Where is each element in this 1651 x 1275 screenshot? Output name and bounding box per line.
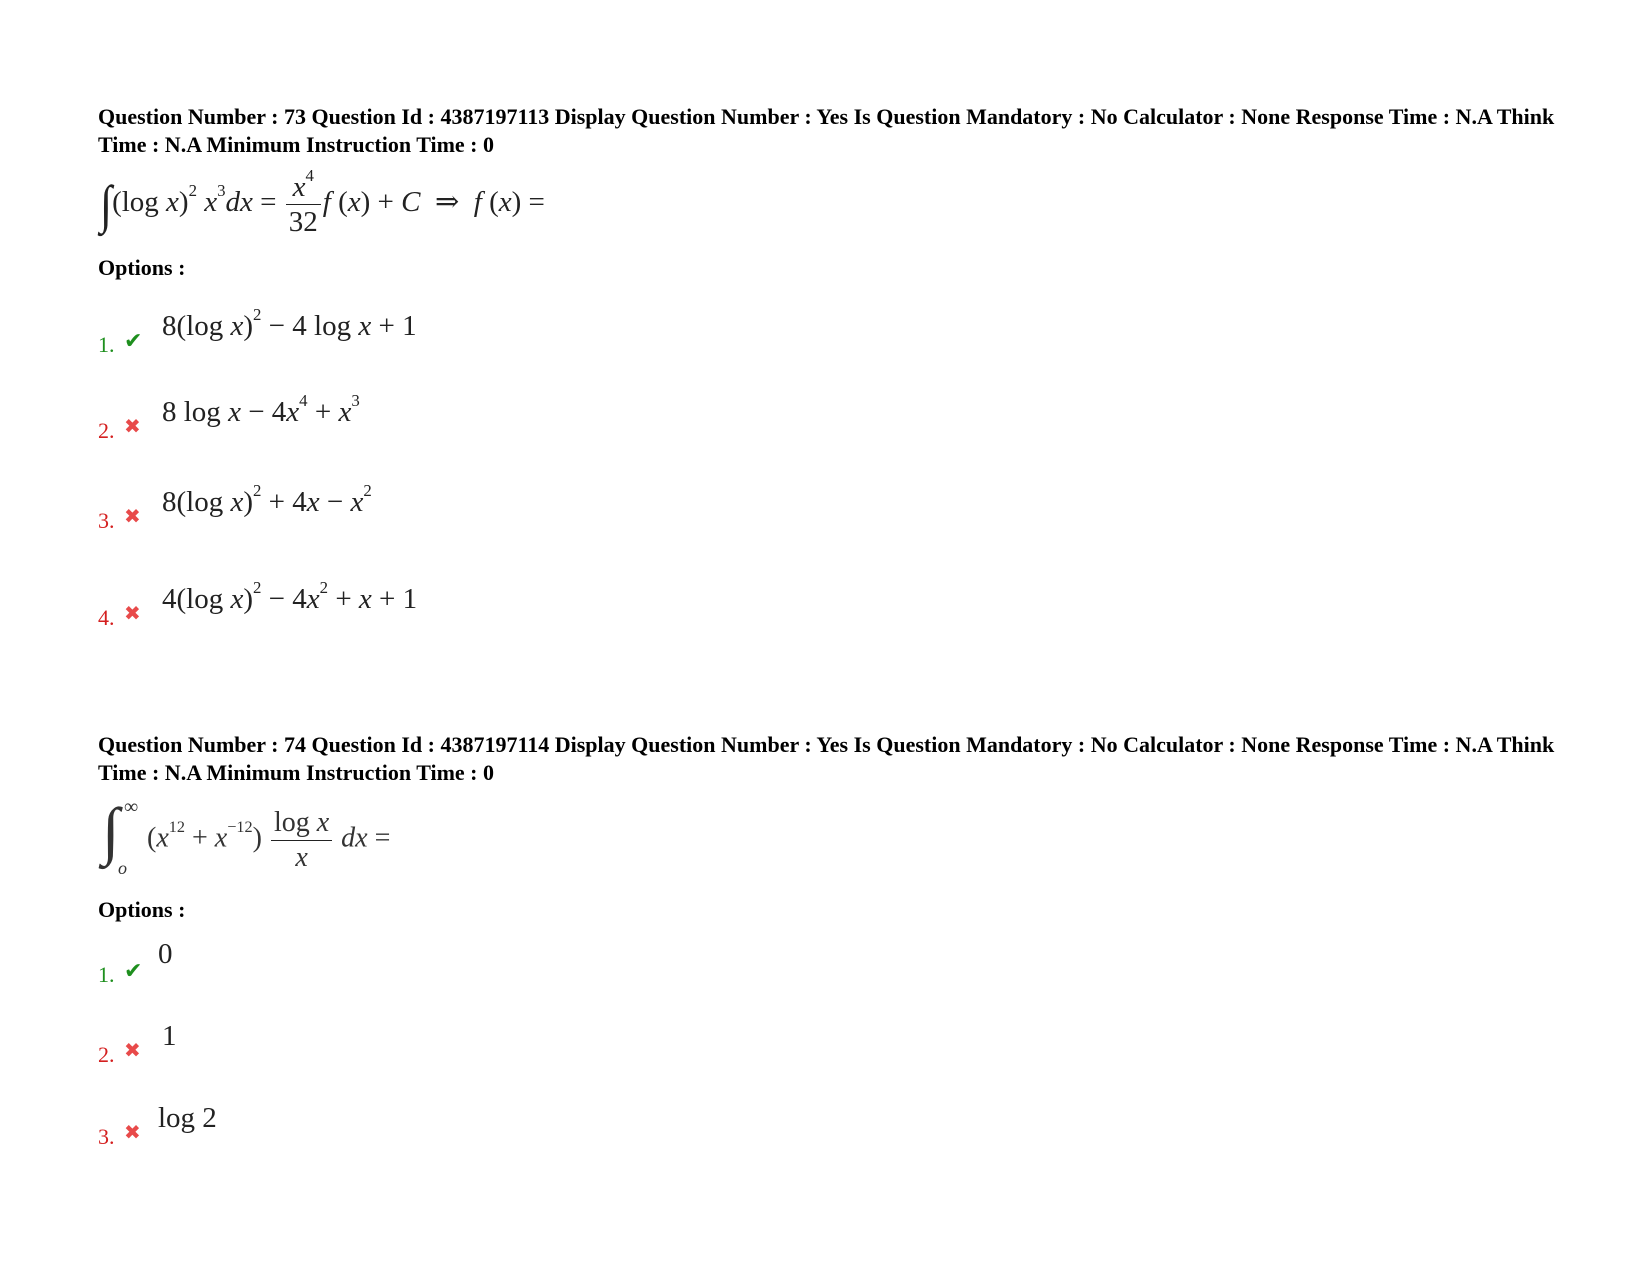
option-value: 8 $\log x - 4x^4 + x^3$ — [162, 390, 360, 428]
option-value: 1 — [162, 1020, 177, 1052]
option-value: log 2 — [158, 1102, 217, 1134]
question-74-formula: ∫ ∞ o $(x^{12} + x^{-12})$ $\frac{\text{log x}}{x}$ dx = — [102, 795, 391, 878]
option-value: 0 — [158, 938, 173, 970]
option-value: 8(log x)$^2$ − 4 log x + 1 — [162, 304, 417, 342]
option-number: 2. — [98, 418, 115, 443]
cross-icon: ✖ — [124, 603, 141, 625]
option-value: 8(log $x)^2 + 4x - x^2$ — [162, 480, 372, 518]
cross-icon: ✖ — [124, 1040, 141, 1062]
fraction: $\frac{\text{log x}}{x}$ — [271, 806, 332, 875]
option-number: 2. — [98, 1042, 115, 1067]
definite-integral: ∫ ∞ o — [102, 795, 139, 878]
options-label: Options : — [98, 897, 186, 922]
question-header: Question Number : 73 Question Id : 4387197113 Display Question Number : Yes Is Question Mandatory : No Calculator : None Response Time : N.A Think Time : N.A Minimum Instruction Time : 0 — [98, 104, 1555, 157]
fraction: $\frac{x^4}{32}$ — [286, 170, 321, 239]
cross-icon: ✖ — [124, 416, 141, 438]
option-number: 1. — [98, 962, 115, 987]
option-number: 3. — [98, 1124, 115, 1149]
option-number: 4. — [98, 605, 115, 630]
cross-icon: ✖ — [124, 506, 141, 528]
question-header: Question Number : 74 Question Id : 4387197114 Display Question Number : Yes Is Question Mandatory : No Calculator : None Response Time : N.A Think Time : N.A Minimum Instruction Time : 0 — [98, 732, 1555, 785]
options-label: Options : — [98, 255, 186, 280]
check-icon: ✔ — [124, 328, 143, 353]
question-73 — [98, 103, 1578, 159]
question-74 — [98, 731, 1578, 787]
option-number: 1. — [98, 332, 115, 357]
option-value: 4(log $x)^2 - 4x^2 + x + 1$ — [162, 577, 418, 615]
integral-sign: ∫ — [100, 175, 113, 234]
option-number: 3. — [98, 508, 115, 533]
cross-icon: ✖ — [124, 1122, 141, 1144]
check-icon: ✔ — [124, 958, 143, 983]
question-73-formula: ∫(log x)$^2$ $x^3dx$ = $\frac{x^4}{32}$ f (x) + C ⇒ f (x) = — [100, 165, 545, 238]
